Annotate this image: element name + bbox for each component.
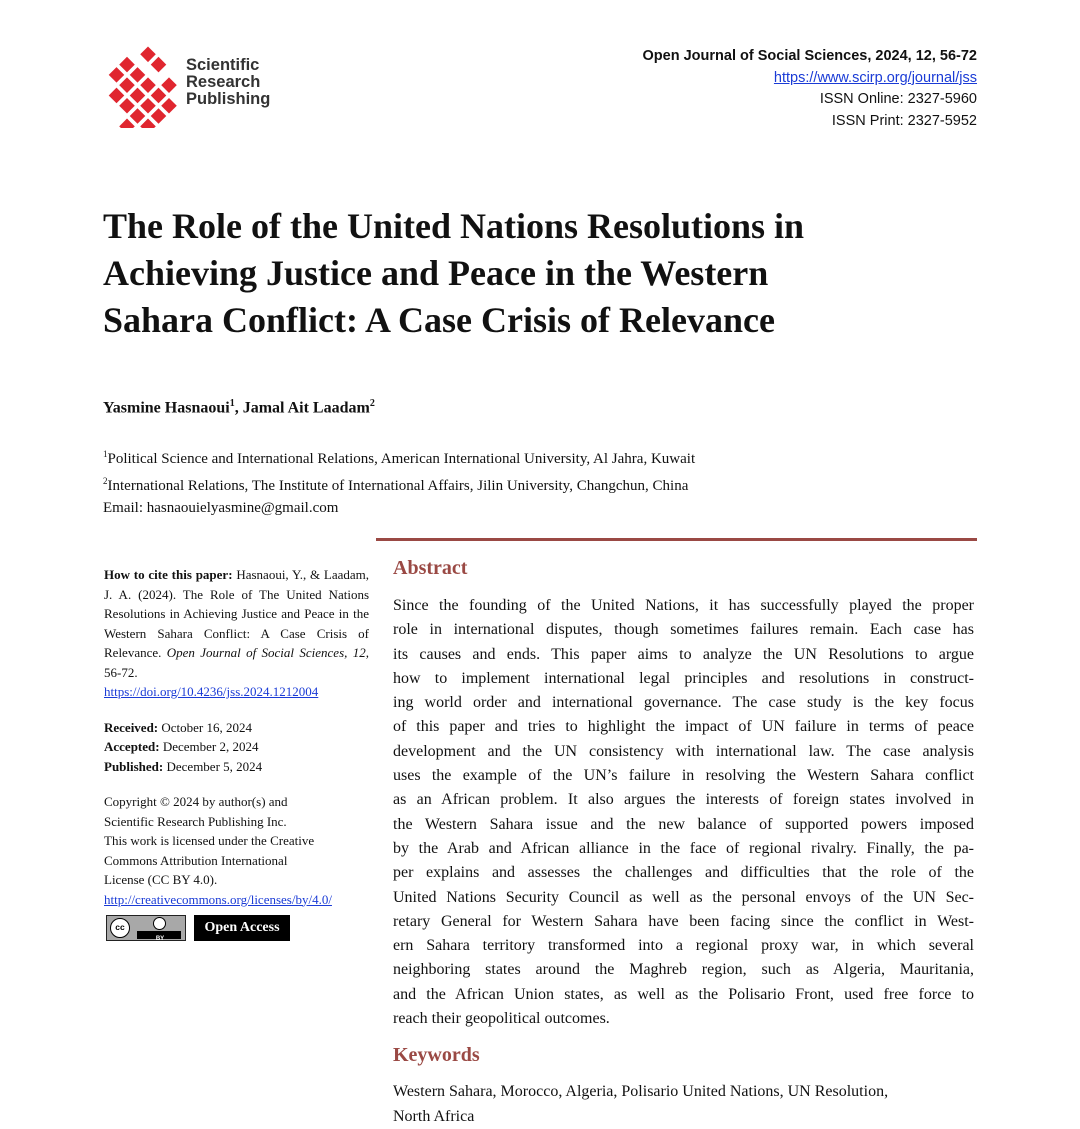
abstract-line: development and the UN consistency with international law. The case analysis xyxy=(393,740,974,764)
open-access-badge: Open Access xyxy=(194,915,290,941)
logo-diamond xyxy=(109,67,125,83)
publisher-logo xyxy=(106,44,286,128)
logo-diamond xyxy=(130,88,146,104)
paper-title-line: Achieving Justice and Peace in the Western xyxy=(103,250,983,297)
copyright-line: Commons Attribution International xyxy=(104,851,369,871)
abstract-line: by the Arab and African alliance in the face of regional rivalry. Finally, the pa- xyxy=(393,837,974,861)
abstract-text xyxy=(393,594,974,1031)
license-badges xyxy=(104,915,369,941)
author-separator: , xyxy=(235,399,243,416)
abstract-heading: Abstract xyxy=(393,557,467,580)
logo-diamond xyxy=(161,77,177,93)
affiliation-text: Political Science and International Relations, American International University, Al Jahra, Kuwait xyxy=(108,451,696,467)
abstract-line: role in international disputes, though sometimes failures remain. Each case has xyxy=(393,618,974,642)
logo-diamond xyxy=(140,119,156,128)
author-affiliation-mark: 2 xyxy=(370,398,375,409)
received-label: Received: xyxy=(104,720,158,735)
logo-diamond xyxy=(119,77,135,93)
logo-diamond xyxy=(151,88,167,104)
accepted-label: Accepted: xyxy=(104,739,160,754)
publisher-logo-mark-icon xyxy=(106,44,180,128)
article-sidebar xyxy=(104,565,369,941)
affiliation-line xyxy=(103,443,695,470)
paper-title-line: The Role of the United Nations Resolutions in xyxy=(103,203,983,250)
affiliation-mark: 2 xyxy=(103,476,108,486)
cite-label: How to cite this paper: xyxy=(104,567,233,582)
logo-diamond xyxy=(140,98,156,114)
published-date: December 5, 2024 xyxy=(167,759,263,774)
abstract-line: Since the founding of the United Nations, it has successfully played the proper xyxy=(393,594,974,618)
article-dates xyxy=(104,718,369,777)
keywords-line: North Africa xyxy=(393,1105,983,1129)
abstract-line: neighboring states around the Maghreb region, such as Algeria, Mauritania, xyxy=(393,958,974,982)
keywords-text xyxy=(393,1080,983,1129)
abstract-line: and the African Union states, as well as the Polisario Front, used free force to xyxy=(393,983,974,1007)
attribution-person-icon xyxy=(153,917,166,930)
abstract-line: its causes and ends. This paper aims to analyze the UN Resolutions to argue xyxy=(393,643,974,667)
logo-diamond xyxy=(119,119,135,128)
publisher-name-line: Research xyxy=(186,74,270,91)
accepted-date: December 2, 2024 xyxy=(163,739,259,754)
copyright-line: License (CC BY 4.0). xyxy=(104,870,369,890)
logo-diamond xyxy=(109,88,125,104)
affiliations xyxy=(103,443,695,519)
copyright-line: Copyright © 2024 by author(s) and xyxy=(104,792,369,812)
cc-by-badge[interactable] xyxy=(106,915,186,941)
copyright-notice xyxy=(104,792,369,909)
abstract-line: uses the example of the UN’s failure in resolving the Western Sahara conflict xyxy=(393,764,974,788)
author-name: Jamal Ait Laadam xyxy=(243,399,370,416)
abstract-line: United Nations Security Council as well as the personal envoys of the UN Sec- xyxy=(393,886,974,910)
journal-citation: Open Journal of Social Sciences, 2024, 12, 56-72 xyxy=(643,46,977,68)
published-date-row xyxy=(104,757,369,777)
logo-diamond xyxy=(161,98,177,114)
affiliation-mark: 1 xyxy=(103,449,108,459)
cite-journal: Open Journal of Social Sciences, 12, xyxy=(167,645,369,660)
abstract-line: ing world order and international governance. The case study is the key focus xyxy=(393,691,974,715)
logo-diamond xyxy=(151,57,167,73)
logo-diamond xyxy=(140,47,156,63)
copyright-line: This work is licensed under the Creative xyxy=(104,831,369,851)
abstract-line: reach their geopolitical outcomes. xyxy=(393,1007,974,1031)
abstract-line: retary General for Western Sahara have been facing since the conflict in West- xyxy=(393,910,974,934)
accepted-date-row xyxy=(104,737,369,757)
abstract-line: per explains and assesses the challenges and difficulties that the role of the xyxy=(393,861,974,885)
license-link[interactable]: http://creativecommons.org/licenses/by/4.0/ xyxy=(104,892,332,907)
keywords-line: Western Sahara, Morocco, Algeria, Polisario United Nations, UN Resolution, xyxy=(393,1080,983,1105)
received-date: October 16, 2024 xyxy=(161,720,252,735)
paper-title xyxy=(103,203,983,344)
author-name: Yasmine Hasnaoui xyxy=(103,399,230,416)
abstract-line: ern Sahara territory transformed into a regional proxy war, in which several xyxy=(393,934,974,958)
logo-diamond xyxy=(119,57,135,73)
paper-title-line: Sahara Conflict: A Case Crisis of Relevance xyxy=(103,297,983,344)
cc-by-label: BY xyxy=(150,930,170,950)
issn-online: ISSN Online: 2327-5960 xyxy=(643,89,977,111)
author-affiliation-mark: 1 xyxy=(230,398,235,409)
doi-link[interactable]: https://doi.org/10.4236/jss.2024.1212004 xyxy=(104,684,318,699)
abstract-line: how to implement international legal principles and resolutions in construct- xyxy=(393,667,974,691)
logo-diamond xyxy=(130,108,146,124)
cite-pages: 56-72. xyxy=(104,665,138,680)
copyright-line: Scientific Research Publishing Inc. xyxy=(104,812,369,832)
logo-diamond xyxy=(119,98,135,114)
publisher-name-line: Publishing xyxy=(186,91,270,108)
logo-diamond xyxy=(151,108,167,124)
logo-diamond xyxy=(140,77,156,93)
logo-diamond xyxy=(130,67,146,83)
journal-url-link[interactable]: https://www.scirp.org/journal/jss xyxy=(774,70,977,86)
abstract-line: as an African problem. It also argues the interests of foreign states involved in xyxy=(393,788,974,812)
received-date-row xyxy=(104,718,369,738)
how-to-cite xyxy=(104,565,369,702)
cc-icon: cc xyxy=(110,918,130,938)
keywords-heading: Keywords xyxy=(393,1044,480,1067)
publisher-name-line: Scientific xyxy=(186,57,270,74)
abstract-line: of this paper and tries to highlight the impact of UN failure in terms of peace xyxy=(393,715,974,739)
publisher-name xyxy=(186,57,270,108)
published-label: Published: xyxy=(104,759,163,774)
abstract-line: the Western Sahara issue and the new balance of supported powers imposed xyxy=(393,813,974,837)
abstract-divider xyxy=(376,538,977,541)
affiliation-line xyxy=(103,470,695,497)
affiliation-text: International Relations, The Institute of International Affairs, Jilin University, Changchun, China xyxy=(108,478,689,494)
cite-text: Hasnaoui, Y., & Laadam, J. A. (2024). The Role of The United Nations Resolutions in Achieving Justice and Peace in the Western Sahara Conflict: A Case Crisis of Relevance. xyxy=(104,567,369,660)
journal-info xyxy=(643,46,977,132)
issn-print: ISSN Print: 2327-5952 xyxy=(643,111,977,133)
author-list xyxy=(103,398,375,417)
author-email: Email: hasnaouielyasmine@gmail.com xyxy=(103,497,695,519)
